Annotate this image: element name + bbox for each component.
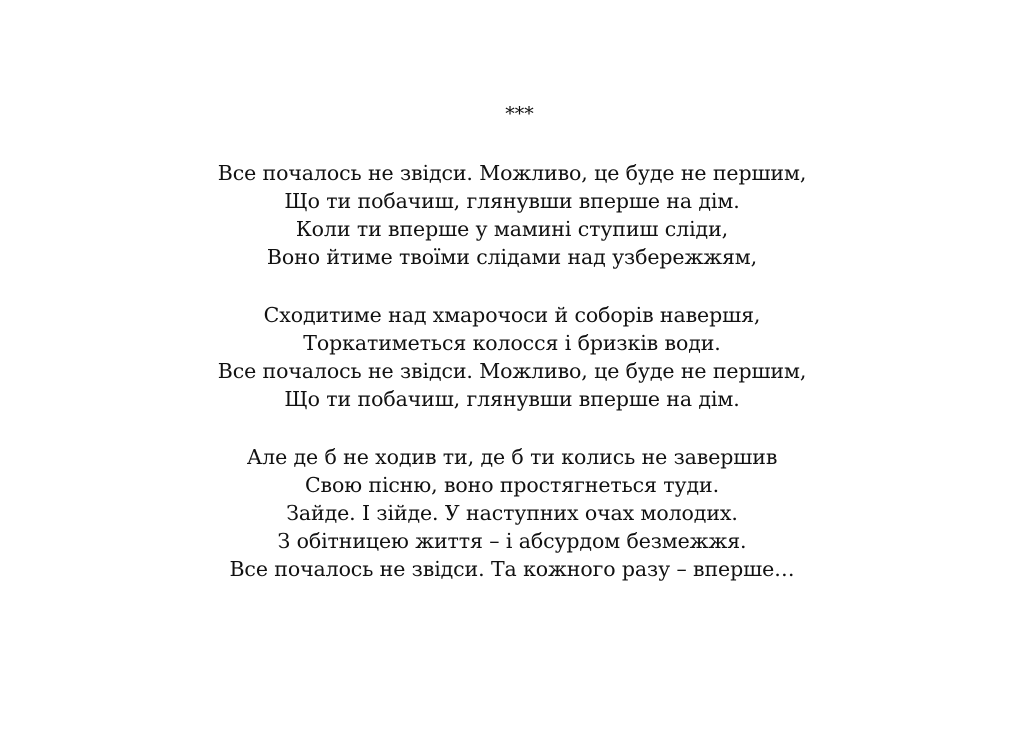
poem-line: Торкатиметься колосся і бризків води.: [303, 331, 721, 355]
poem-line: З обітницею життя – і абсурдом безмежжя.: [277, 529, 747, 553]
poem-line: Все почалось не звідси. Та кожного разу – вперше…: [229, 557, 795, 581]
stanza-2: [0, 301, 1024, 413]
poem: [0, 100, 1024, 613]
poem-line: Але де б не ходив ти, де б ти колись не завершив: [246, 445, 778, 469]
poem-line: Сходитиме над хмарочоси й соборів навершя,: [263, 303, 761, 327]
poem-line: Зайде. І зійде. У наступних очах молодих.: [286, 501, 738, 525]
poem-line: Все почалось не звідси. Можливо, це буде не першим,: [217, 161, 807, 185]
poem-line: Коли ти вперше у мамині ступиш сліди,: [295, 217, 729, 241]
stanza-1: [0, 159, 1024, 271]
poem-line: Що ти побачиш, глянувши вперше на дім.: [284, 189, 740, 213]
stanza-3: [0, 443, 1024, 583]
poem-line: Воно йтиме твоїми слідами над узбережжям,: [266, 245, 758, 269]
poem-line: Свою пісню, воно простягнеться туди.: [304, 473, 720, 497]
poem-line: Що ти побачиш, глянувши вперше на дім.: [284, 387, 740, 411]
poem-line: Все почалось не звідси. Можливо, це буде не першим,: [217, 359, 807, 383]
poem-heading: ***: [505, 103, 534, 125]
